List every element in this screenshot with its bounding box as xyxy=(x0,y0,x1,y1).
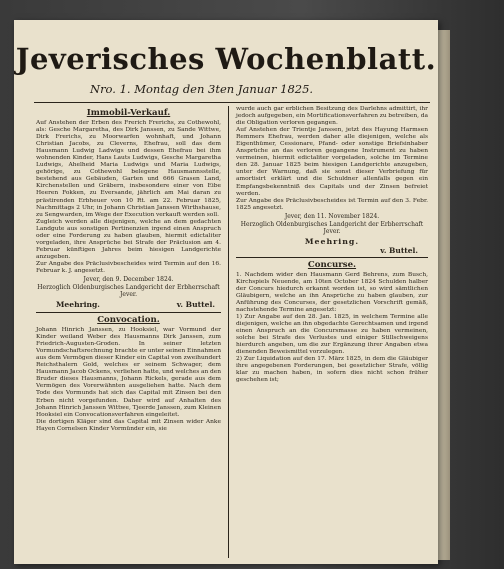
notice-text: Die dortigen Kläger sind das Capital mit Zinsen wider Anke Hayen Cornelsen Kinder Vormünder ein, sie xyxy=(36,418,221,432)
left-column xyxy=(36,106,221,433)
column-divider xyxy=(228,106,229,558)
notice-text: 1. Nachdem wider den Hausmann Gerd Behrens, zum Busch, Kirchspiels Neuende, am 10ten October 1824 Schulden halber der Concurs hiedurch erkannt worden ist, so wird sämtlichen Gläubigern, welche an ihn Ansprüche zu haben glauben, zur Anführung des Concurses, der gesetzlichen Vorschrift gemäß, nachstehende Termine angesetzt: xyxy=(236,271,428,313)
newspaper-page xyxy=(14,20,438,564)
section-heading-convocation: Convocation. xyxy=(97,315,160,326)
notice-text: Auf Anstehen der Erben des Frerich Frerichs, zu Cothewohl, als: Gesche Margaretha, des Dirk Janssen, zu Sande Wittwe, Dirk Frerichs, zu Moorwarfen wohnhaft, und Johann Christian Jacobs, zu Cleverns, Ehefrau, soll das dem Hausmann Ludwig Ladwigs und dessen Ehefrau bei ihm wohnenden Kinder, Hans Lauts Ludwigs, Gesche Margaretha Ludwigs, Ahelheid Maria Ludwigs und Maria Ludwigs, gehörige, zu Cothewohl belegene Hausmannsstelle, bestehend aus Gebäuden, Garten und 666 Grasen Land, Kirchenstellen und Gräbern, insbesondere einer von Eibe Heeren Fokken, zu Eversande, jährlich am Mai daran zu prästirenden Erbheuer von 10 Rt. am 22. Februar 1825, Nachmittags 2 Uhr, in Johann Christian Janssen Wirthshause, zu Sengwarden, im Wege der Execution verkauft werden soll. xyxy=(36,120,221,218)
court-name: Herzoglich Oldenburgisches Landgericht der Erbherrschaft Jever. xyxy=(240,220,424,235)
notice-text: 2) Zur Liquidation auf den 17. März 1825, in dem die Gläubiger ihre angegebenen Forderungen, bei gesetzlicher Strafe, völlig klar zu machen haben, in sofern dies nicht schon früher geschehen ist; xyxy=(236,356,428,384)
issue-line: Nro. 1. Montag den 3ten Januar 1825. xyxy=(90,82,314,96)
court-name: Herzoglich Oldenburgisches Landgericht der Erbherrschaft Jever. xyxy=(37,284,220,299)
right-column xyxy=(236,106,428,384)
page-edge xyxy=(438,30,450,560)
notice-text: Johann Hinrich Janssen, zu Hooksiel, war Vormund der Kinder weiland Weber des Hausmanns Dirk Janssen, zum Friedrich-Augusten-Groden. In seiner letzten Vormundschaftsrechnung brachte er unter seinen Einnahmen aus dem Vermögen dieser Kinder ein Capital von zweihundert Reichsthalern Gold, welches er seinem Schwager, dem Hausmann Jacob Ockens, verliehen hatte, und welches an den Bruder dieses Hausmanns, Johann Rickels, gerade aus dem Vermögen des Vorerwähnten ausgeliehen hatte. Nach dem Tode des Vormunds hat sich das Capital mit Zinsen bei den Erben nicht vorgefunden. Daher wird auf Anhalten des Johann Hinrich Janssen Wittwe, Tjeerde Janssen, zum Kleinen Hooksiel ein Convocationsverfahren eingeleitet. xyxy=(36,327,221,418)
signature-left: Meehring. xyxy=(56,300,100,310)
section-heading-concurse: Concurse. xyxy=(307,259,357,270)
notice-text: Zugleich werden alle diejenigen, welche an dem gedachten Landgute aus sonstigen Pertinenzien irgend einen Anspruch oder eine Forderung zu haben glauben, hiermit edictaliter vorgeladen, ihre Ansprüche bei Strafe der Präclusion am 4. Februar künftigen Jahres beim hiesigen Landgerichte anzugeben. xyxy=(36,218,221,260)
notice-text: Zur Angabe des Präclusivbescheides ist Termin auf den 3. Febr. 1825 angesetzt. xyxy=(236,197,428,211)
notice-date: Jever, den 11. November 1824. xyxy=(284,212,380,220)
masthead-rule xyxy=(34,102,430,103)
notice-text: Auf Anstehen der Trientje Janssen, jetzt des Hayung Harmsen Remmers Ehefrau, werden daher alle diejenigen, welche als Eigenthümer, Cessionare, Pfand- oder sonstige Briefsinhaber Ansprüche an das verloren gegangene Instrument zu haben vermeinen, hiermit edictaliter vorgeladen, solche im Termine den 28. Januar 1825 beim hiesigen Landgerichte anzugeben, unter der Warnung, daß sie sonst dieser Verbriefung für amortisirt erklärt und die Schuldner allenfalls gegen ein Empfangsbekenntniß des Capitals und der Zinsen befreiet werden. xyxy=(236,127,428,197)
signature-right: v. Buttel. xyxy=(176,300,215,310)
notice-date: Jever, den 9. December 1824. xyxy=(83,276,174,284)
signature-row xyxy=(36,300,221,309)
notice-text: Zur Angabe des Präclusivbescheides wird Termin auf den 16. Februar k. J. angesetzt. xyxy=(36,260,221,274)
section-separator xyxy=(236,257,428,258)
masthead-title: Jeverisches Wochenblatt. xyxy=(15,42,437,76)
notice-text: 1) Zur Angabe auf den 28. Jan. 1825, in welchem Termine alle diejenigen, welche an ihn obgedachte Gerechtsamen und irgend einen Anspruch an die Concursmasse zu haben vermeinen, solche bei Strafe des Verlustes und einiger Stillschweigens hierdurch angeben, um die zur Ergänzung ihrer Angaben etwa dienenden Beweismittel vorzulegen. xyxy=(236,313,428,356)
signature: v. Buttel. xyxy=(380,245,418,255)
section-separator xyxy=(36,312,221,313)
notice-text: wurde auch gar erblichen Besitzung des Darlehns admittirt, ihr jedoch aufgegeben, ein Mortificationsverfahren zu betreiben, da die Obligation verloren gegangen. xyxy=(236,106,428,127)
section-heading-immobil-verkauf: Immobil-Verkauf. xyxy=(86,108,171,118)
signature: Meehring. xyxy=(304,236,360,246)
